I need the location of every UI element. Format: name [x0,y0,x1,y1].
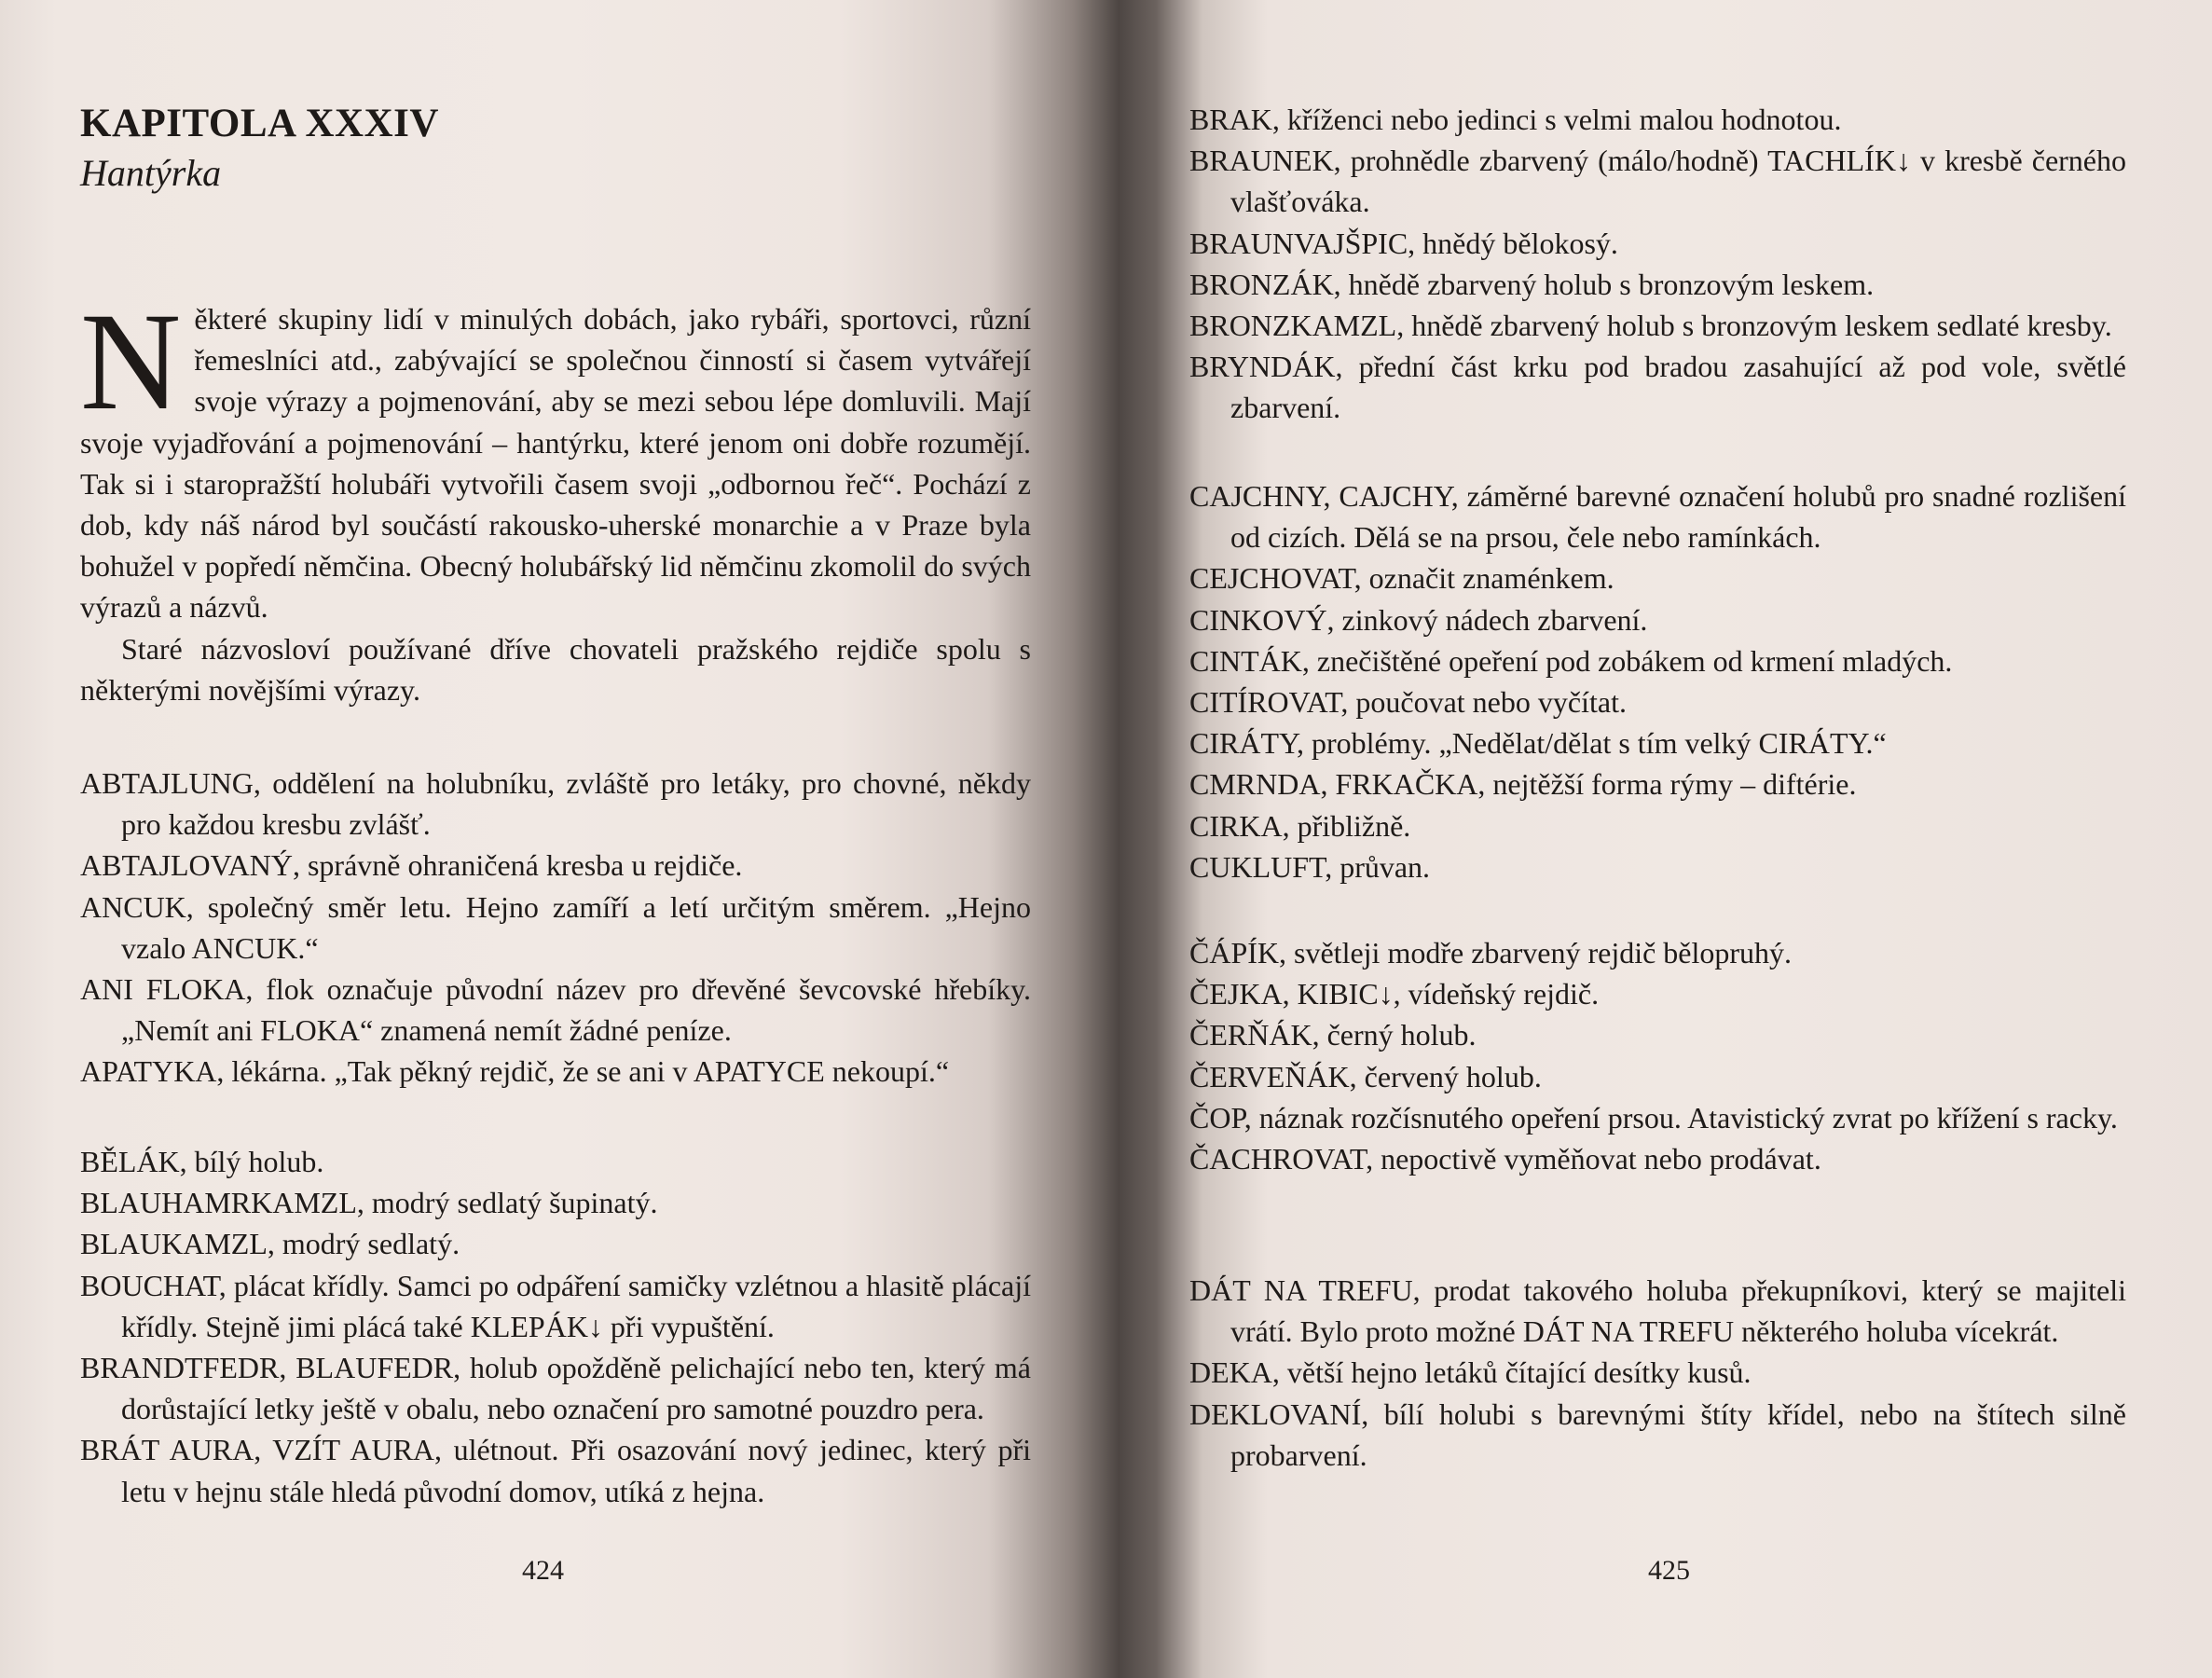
intro-paragraph-1: ěkteré skupiny lidí v minulých dobách, jako rybáři, sportovci, různí řemeslníci atd., zabývající se společnou činností si časem vytvářejí svoje výrazy a pojmenování, aby se mezi sebou lépe domluvili. Mají svoje vyjadřování a pojmenování – hantýrku, které jenom oni dobře rozumějí. Tak si i staropražští holubáři vytvořili časem svoji „odbornou řeč“. Pochází z dob, kdy náš národ byl součástí rakousko-uherské monarchie a v Praze byla bohužel v popředí němčina. Obecný holubářský lid němčinu zkomolil do svých výrazů a názvů. [80,302,1031,625]
glossary-entry: CIRKA, přibližně. [1189,808,1411,843]
glossary-entry: CEJCHOVAT, označit znaménkem. [1189,561,1614,596]
glossary-entry: CIRÁTY, problémy. „Nedělat/dělat s tím velký CIRÁTY.“ [1189,726,1887,761]
right-page [1156,0,2212,1678]
glossary-entry: ČEJKA, KIBIC↓, vídeňský rejdič. [1189,977,1600,1011]
glossary-entry: ČOP, náznak rozčísnutého opeření prsou. Atavistický zvrat po křížení s racky. [1189,1100,2118,1135]
glossary-entry: CINTÁK, znečištěné opeření pod zobákem od krmení mladých. [1189,643,1953,678]
glossary-entry: BĚLÁK, bílý holub. [80,1145,324,1178]
glossary-group-d [1189,1270,2126,1476]
glossary-entry: BRÁT AURA, VZÍT AURA, ulétnout. Při osazování nový jedinec, který při letu v hejnu stále hledá původní domov, utíká z hejna. [80,1433,1031,1508]
glossary-group-c [1189,475,2126,887]
glossary-entry: CAJCHNY, CAJCHY, záměrné barevné označení holubů pro snadné rozlišení od cizích. Dělá se na prsou, čele nebo ramínkách. [1189,479,2126,555]
chapter-subtitle: Hantýrka [80,152,222,194]
glossary-entry: CINKOVÝ, zinkový nádech zbarvení. [1189,602,1648,637]
glossary-entry: ABTAJLOVANÝ, správně ohraničená kresba u rejdiče. [80,848,743,883]
glossary-entry: CUKLUFT, průvan. [1189,849,1431,884]
glossary-entry: BRONZÁK, hnědě zbarvený holub s bronzovým leskem. [1189,267,1875,301]
drop-cap: N [80,284,182,439]
glossary-entry: BRYNDÁK, přední část krku pod bradou zasahující až pod vole, světlé zbarvení. [1189,350,2126,425]
glossary-entry: BLAUHAMRKAMZL, modrý sedlatý šupinatý. [80,1186,658,1220]
glossary-entry: ABTAJLUNG, oddělení na holubníku, zvláště pro letáky, pro chovné, někdy pro každou kresbu zvlášť. [80,766,1031,842]
glossary-group-b [80,1141,1031,1512]
glossary-entry: BRAK, kříženci nebo jedinci s velmi malou hodnotou. [1189,103,1842,136]
glossary-entry: ČACHROVAT, nepoctivě vyměňovat nebo prodávat. [1189,1142,1821,1176]
glossary-entry: DEKA, větší hejno letáků čítající desítky kusů. [1189,1355,1752,1390]
glossary-group-b-continued [1189,99,2126,429]
glossary-entry: BRAUNEK, prohnědle zbarvený (málo/hodně) TACHLÍK↓ v kresbě černého vlašťováka. [1189,144,2126,219]
glossary-group-a [80,763,1031,1093]
page-number: 424 [522,1555,564,1586]
glossary-entry: BLAUKAMZL, modrý sedlatý. [80,1227,460,1261]
chapter-heading: KAPITOLA XXXIV [80,102,439,145]
page-number: 425 [1648,1555,1690,1586]
intro-paragraph-2: Staré názvosloví používané dříve chovateli pražského rejdiče spolu s některými novějšími výrazy. [80,631,1031,707]
glossary-entry: CMRNDA, FRKAČKA, nejtěžší forma rýmy – diftérie. [1189,767,1857,802]
glossary-entry: BRAUNVAJŠPIC, hnědý bělokosý. [1189,226,1618,260]
glossary-entry: ČERŇÁK, černý holub. [1189,1018,1477,1052]
glossary-entry: BRONZKAMZL, hnědě zbarvený holub s bronzovým leskem sedlaté kresby. [1189,309,2112,343]
glossary-entry: CITÍROVAT, poučovat nebo vyčítat. [1189,685,1627,720]
glossary-entry: DEKLOVANÍ, bílí holubi s barevnými štíty křídel, nebo na štítech silně probarvení. [1189,1396,2126,1472]
glossary-entry: ČÁPÍK, světleji modře zbarvený rejdič bělopruhý. [1189,936,1793,970]
glossary-entry: APATYKA, lékárna. „Tak pěkný rejdič, že se ani v APATYCE nekoupí.“ [80,1054,950,1089]
glossary-entry: BOUCHAT, plácat křídly. Samci po odpáření samičky vzlétnou a hlasitě plácají křídly. Stejně jimi plácá také KLEPÁK↓ při vypuštění. [80,1268,1031,1343]
glossary-entry: ANI FLOKA, flok označuje původní název pro dřevěné ševcovské hřebíky. „Nemít ani FLOKA“ znamená nemít žádné peníze. [80,972,1031,1048]
glossary-entry: ČERVEŇÁK, červený holub. [1189,1059,1542,1093]
glossary-entry: DÁT NA TREFU, prodat takového holuba překupníkovi, který se majiteli vrátí. Bylo proto možné DÁT NA TREFU některého holuba vícekrát. [1189,1273,2126,1349]
glossary-entry: ANCUK, společný směr letu. Hejno zamíří a letí určitým směrem. „Hejno vzalo ANCUK.“ [80,889,1031,965]
glossary-group-cz [1189,932,2126,1179]
intro-text [80,284,1031,710]
glossary-entry: BRANDTFEDR, BLAUFEDR, holub opožděně pelichající nebo ten, který má dorůstající letky ještě v obalu, nebo označení pro samotné pouzdro pera. [80,1351,1031,1426]
